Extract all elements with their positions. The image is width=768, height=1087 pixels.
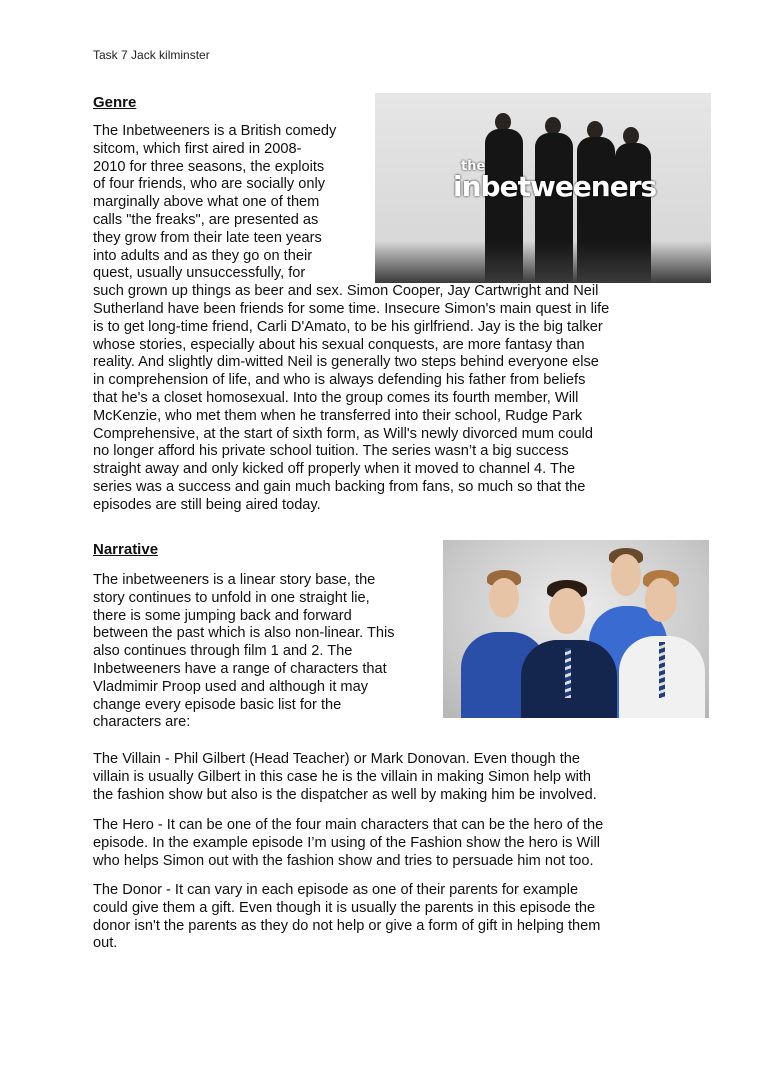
- text-line: who helps Simon out with the fashion show and tries to persuade him not too.: [93, 852, 594, 869]
- text-line: between the past which is also non-linear. This: [93, 625, 395, 642]
- text-line: The Donor - It can vary in each episode as one of their parents for example: [93, 882, 579, 898]
- poster-title-name: inbetweeners: [453, 170, 657, 203]
- text-line: there is some jumping back and forward: [93, 607, 352, 624]
- text-line: calls "the freaks", are presented as: [93, 211, 319, 228]
- donor-paragraph: [93, 882, 600, 953]
- text-line: The inbetweeners is a linear story base, the: [93, 572, 376, 588]
- text-line: 2010 for three seasons, the exploits: [93, 158, 325, 175]
- text-line: Sutherland have been friends for some time. Insecure Simon's main quest in life: [93, 300, 610, 317]
- text-line: quest, usually unsuccessfully, for: [93, 265, 306, 282]
- text-line: episode. In the example episode I’m using of the Fashion show the hero is Will: [93, 834, 601, 851]
- text-line: series was a success and gain much backing from fans, so much so that the: [93, 478, 586, 495]
- text-line: out.: [93, 935, 118, 952]
- text-line: they grow from their late teen years: [93, 229, 322, 246]
- text-line: characters are:: [93, 714, 191, 731]
- text-line: such grown up things as beer and sex. Simon Cooper, Jay Cartwright and Neil: [93, 283, 599, 300]
- text-line: story continues to unfold in one straight lie,: [93, 589, 370, 606]
- text-line: that he's a closet homosexual. Into the group comes its fourth member, Will: [93, 389, 579, 406]
- cast-in-school-uniform-image: [443, 540, 709, 718]
- genre-heading: Genre: [93, 94, 137, 111]
- text-line: Comprehensive, at the start of sixth form, as Will's newly divorced mum could: [93, 425, 593, 442]
- genre-paragraph: [93, 123, 609, 515]
- narrative-heading: Narrative: [93, 541, 159, 558]
- text-line: is to get long-time friend, Carli D'Amato, to be his girlfriend. Jay is the big talker: [93, 318, 603, 335]
- text-line: could give them a gift. Even though it is usually the parents in this episode the: [93, 899, 596, 916]
- narrative-paragraph: [93, 572, 395, 732]
- text-line: into adults and as they go on their: [93, 247, 313, 264]
- text-line: The Hero - It can be one of the four main characters that can be the hero of the: [93, 817, 604, 833]
- text-line: in comprehension of life, and who is always defending his father from beliefs: [93, 372, 586, 389]
- text-line: The Inbetweeners is a British comedy: [93, 123, 337, 139]
- text-line: The Villain - Phil Gilbert (Head Teacher) or Mark Donovan. Even though the: [93, 751, 580, 767]
- page-header: Task 7 Jack kilminster: [93, 48, 210, 62]
- text-line: Vladmimir Proop used and although it may: [93, 678, 368, 695]
- text-line: no longer afford his private school tuition. The series wasn’t a big success: [93, 443, 569, 460]
- text-line: the fashion show but also is the dispatcher as well by making him be involved.: [93, 786, 597, 803]
- text-line: of four friends, who are socially only: [93, 176, 325, 193]
- text-line: change every episode basic list for the: [93, 696, 342, 713]
- text-line: donor isn't the parents as they do not help or give a form of gift in helping them: [93, 917, 601, 934]
- text-line: sitcom, which first aired in 2008-: [93, 140, 302, 157]
- villain-paragraph: [93, 751, 597, 804]
- text-line: McKenzie, who met them when he transferred into their school, Rudge Park: [93, 407, 583, 424]
- text-line: episodes are still being aired today.: [93, 496, 321, 513]
- text-line: reality. And slightly dim-witted Neil is generally two steps behind everyone else: [93, 354, 599, 371]
- poster-title-the: the: [461, 159, 486, 174]
- text-line: villain is usually Gilbert in this case he is the villain in making Simon help with: [93, 768, 592, 785]
- text-line: straight away and only kicked off properly when it moved to channel 4. The: [93, 461, 576, 478]
- hero-paragraph: [93, 817, 603, 870]
- text-line: marginally above what one of them: [93, 194, 320, 211]
- text-line: whose stories, especially about his sexual conquests, are more fantasy than: [93, 336, 585, 353]
- text-line: also continues through film 1 and 2. The: [93, 643, 353, 660]
- text-line: Inbetweeners have a range of characters that: [93, 660, 387, 677]
